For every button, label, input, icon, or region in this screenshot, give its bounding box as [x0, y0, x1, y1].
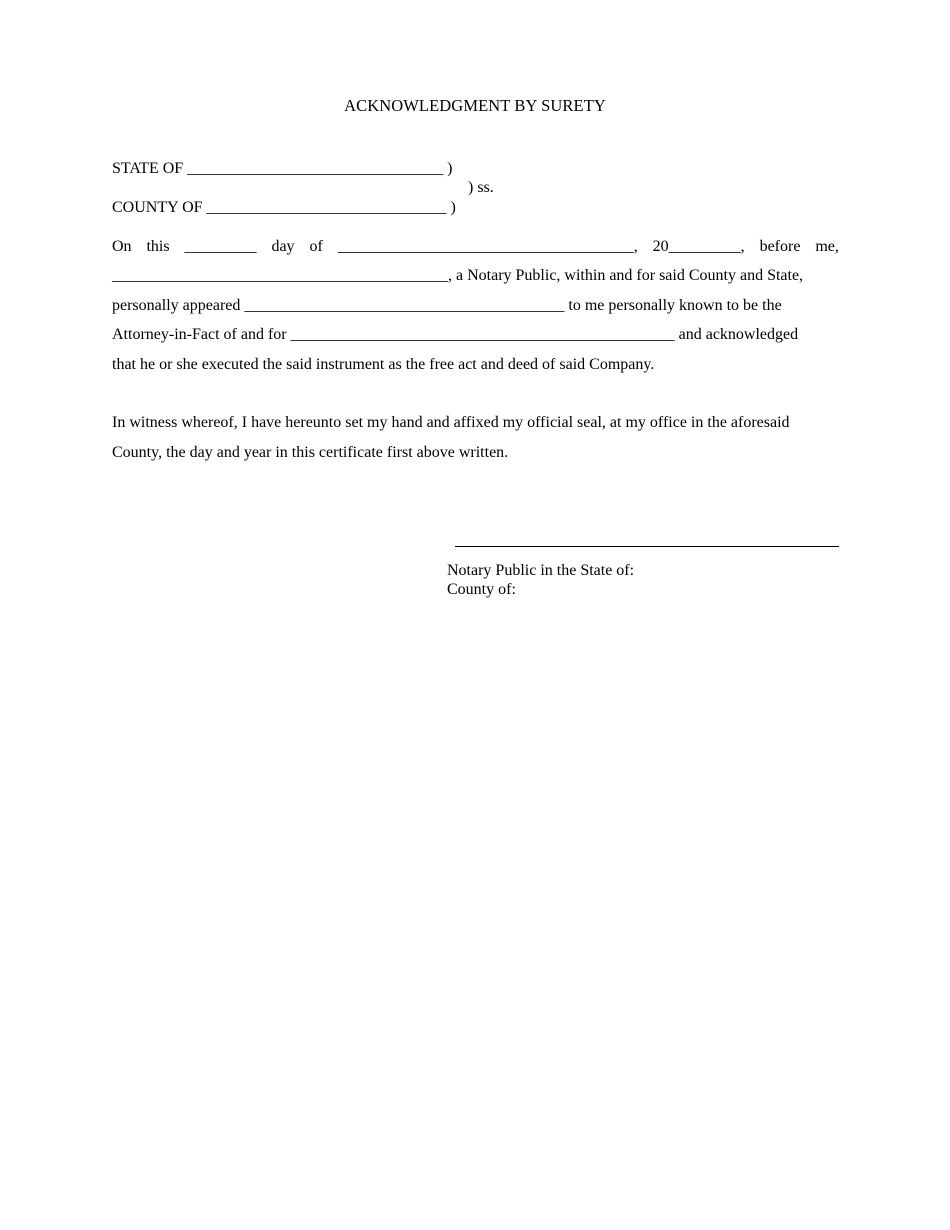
acknowledgment-line-4: Attorney-in-Fact of and for ________________________________________________ and acknowledged [112, 326, 799, 343]
notary-signature-line [455, 546, 839, 547]
month-blank: _____________________________________, [337, 238, 638, 255]
notary-county-label: County of: [447, 581, 516, 598]
county-of-line: COUNTY OF ______________________________ ) [112, 199, 456, 216]
word: me, [815, 238, 839, 255]
acknowledgment-line-1 [112, 237, 839, 257]
word: of [309, 238, 323, 255]
acknowledgment-line-2: __________________________________________, a Notary Public, within and for said County and State, [112, 267, 804, 284]
day-blank: _________ [184, 238, 257, 255]
notary-state-label: Notary Public in the State of: [447, 562, 635, 579]
word: On [112, 238, 132, 255]
witness-paragraph: In witness whereof, I have hereunto set my hand and affixed my official seal, at my office in the aforesaid County, the day and year in this certificate first above written. [112, 414, 790, 461]
acknowledgment-line-5: that he or she executed the said instrument as the free act and deed of said Company. [112, 356, 655, 373]
acknowledgment-line-3: personally appeared ________________________________________ to me personally known to be the [112, 297, 782, 314]
ss-marker: ) ss. [468, 179, 494, 196]
word: before [759, 238, 801, 255]
word: day [271, 238, 295, 255]
state-of-line: STATE OF ________________________________ ) [112, 160, 453, 177]
word: this [146, 238, 170, 255]
year-blank: 20_________, [652, 238, 745, 255]
document-title: ACKNOWLEDGMENT BY SURETY [344, 96, 606, 115]
